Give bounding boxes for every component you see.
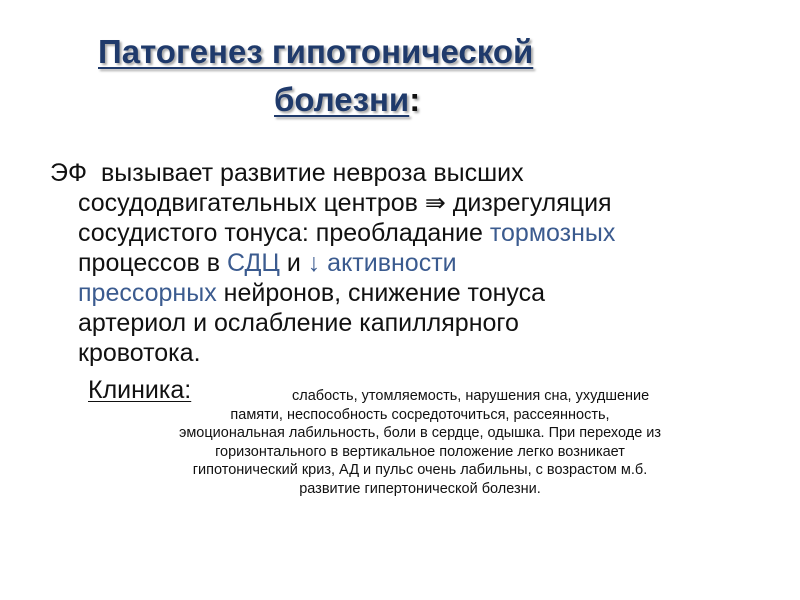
paragraph-line: кровотока.	[78, 339, 201, 367]
highlight-term: ↓ активности	[307, 249, 457, 277]
paragraph-line: прессорных нейронов, снижение тонуса	[78, 279, 546, 307]
pathogenesis-paragraph	[50, 158, 760, 368]
paragraph-line: артериол и ослабление капиллярного	[78, 309, 519, 337]
clinic-label: Клиника:	[88, 376, 192, 404]
highlight-term: СДЦ	[226, 249, 280, 277]
clinic-line: памяти, неспособность сосредоточиться, рассеянность,	[230, 406, 610, 423]
clinic-line: горизонтального в вертикальное положение легко возникает	[215, 443, 625, 460]
title-colon: :	[409, 81, 421, 118]
paragraph-line: сосудистого тонуса: преобладание тормозных	[78, 219, 616, 247]
highlight-term: прессорных	[78, 279, 217, 307]
paragraph-line: сосудодвигательных центров ⇛ дизрегуляция	[78, 189, 612, 217]
title-line-2: болезни:	[274, 81, 421, 118]
highlight-term: тормозных	[489, 219, 616, 247]
clinic-line: эмоциональная лабильность, боли в сердце, одышка. При переходе из	[178, 425, 662, 441]
title-line-1: Патогенез гипотонической	[98, 33, 534, 70]
clinic-line: развитие гипертонической болезни.	[299, 480, 541, 497]
clinic-line: слабость, утомляемость, нарушения сна, ухудшение	[292, 388, 650, 404]
paragraph-line: ЭФ вызывает развитие невроза высших	[50, 159, 524, 187]
paragraph-line: процессов в СДЦ и ↓ активности	[78, 249, 457, 277]
clinic-description	[80, 387, 760, 498]
clinic-line: гипотонический криз, АД и пульс очень лабильны, с возрастом м.б.	[192, 462, 648, 478]
